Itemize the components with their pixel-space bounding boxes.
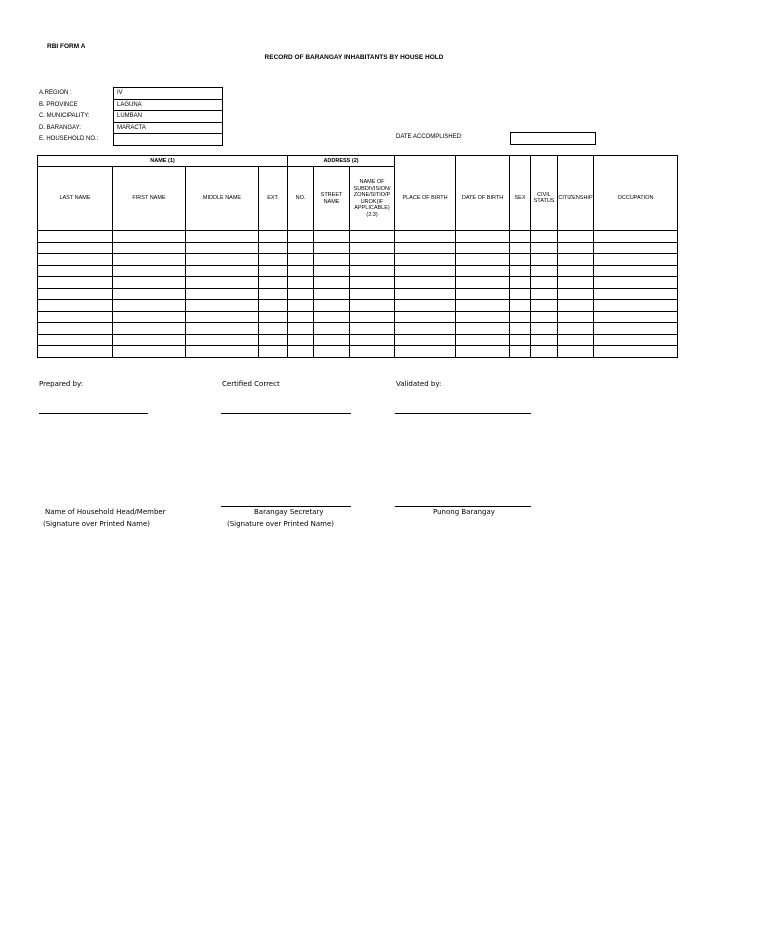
table-cell[interactable] bbox=[395, 323, 456, 335]
table-cell[interactable] bbox=[38, 346, 113, 358]
table-cell[interactable] bbox=[288, 323, 314, 335]
table-cell[interactable] bbox=[594, 288, 678, 300]
table-body bbox=[38, 231, 678, 358]
table-cell[interactable] bbox=[186, 242, 259, 254]
table-cell[interactable] bbox=[259, 231, 288, 243]
region-label: A.REGION : bbox=[39, 90, 72, 96]
table-cell[interactable] bbox=[186, 323, 259, 335]
table-cell[interactable] bbox=[314, 254, 350, 266]
table-cell[interactable] bbox=[186, 288, 259, 300]
table-cell[interactable] bbox=[113, 311, 186, 323]
table-cell[interactable] bbox=[314, 242, 350, 254]
table-cell[interactable] bbox=[186, 346, 259, 358]
table-cell[interactable] bbox=[288, 311, 314, 323]
table-cell[interactable] bbox=[186, 311, 259, 323]
table-row bbox=[38, 254, 678, 266]
table-cell[interactable] bbox=[113, 277, 186, 289]
table-cell[interactable] bbox=[510, 242, 531, 254]
province-field[interactable]: LAGUNA bbox=[114, 100, 222, 112]
table-row bbox=[38, 265, 678, 277]
table-row bbox=[38, 288, 678, 300]
col-citizenship: CITIZENSHIP bbox=[558, 167, 594, 231]
table-cell[interactable] bbox=[38, 300, 113, 312]
certified-signature-line bbox=[221, 413, 351, 414]
secretary-sublabel: (Signature over Printed Name) bbox=[227, 520, 335, 528]
table-cell[interactable] bbox=[350, 242, 395, 254]
table-cell[interactable] bbox=[395, 311, 456, 323]
table-cell[interactable] bbox=[531, 346, 558, 358]
table-cell[interactable] bbox=[288, 265, 314, 277]
table-cell[interactable] bbox=[594, 254, 678, 266]
table-cell[interactable] bbox=[259, 334, 288, 346]
table-cell[interactable] bbox=[558, 231, 594, 243]
province-label: B. PROVINCE bbox=[39, 101, 78, 108]
table-cell[interactable] bbox=[531, 277, 558, 289]
table-cell[interactable] bbox=[350, 346, 395, 358]
table-cell[interactable] bbox=[456, 231, 510, 243]
table-cell[interactable] bbox=[38, 323, 113, 335]
table-cell[interactable] bbox=[531, 288, 558, 300]
table-cell[interactable] bbox=[395, 265, 456, 277]
table-cell[interactable] bbox=[113, 231, 186, 243]
table-cell[interactable] bbox=[456, 346, 510, 358]
col-first-name: FIRST NAME bbox=[113, 167, 186, 231]
table-cell[interactable] bbox=[113, 334, 186, 346]
table-cell[interactable] bbox=[314, 334, 350, 346]
table-row bbox=[38, 277, 678, 289]
table-cell[interactable] bbox=[314, 265, 350, 277]
table-cell[interactable] bbox=[531, 323, 558, 335]
table-cell[interactable] bbox=[395, 231, 456, 243]
table-cell[interactable] bbox=[259, 300, 288, 312]
table-column-header bbox=[38, 167, 678, 231]
table-cell[interactable] bbox=[113, 300, 186, 312]
table-cell[interactable] bbox=[350, 311, 395, 323]
table-cell[interactable] bbox=[558, 265, 594, 277]
table-cell[interactable] bbox=[531, 334, 558, 346]
col-date-of-birth: DATE OF BIRTH bbox=[456, 167, 510, 231]
table-cell[interactable] bbox=[186, 231, 259, 243]
table-cell[interactable] bbox=[594, 300, 678, 312]
table-cell[interactable] bbox=[510, 288, 531, 300]
table-cell[interactable] bbox=[395, 346, 456, 358]
barangay-label: D. BARANGAY: bbox=[39, 124, 81, 131]
table-cell[interactable] bbox=[594, 323, 678, 335]
table-cell[interactable] bbox=[314, 277, 350, 289]
table-cell[interactable] bbox=[314, 346, 350, 358]
table-cell[interactable] bbox=[558, 288, 594, 300]
table-row bbox=[38, 242, 678, 254]
table-row bbox=[38, 334, 678, 346]
table-cell[interactable] bbox=[558, 311, 594, 323]
table-cell[interactable] bbox=[38, 288, 113, 300]
table-cell[interactable] bbox=[350, 288, 395, 300]
table-cell[interactable] bbox=[510, 334, 531, 346]
table-cell[interactable] bbox=[113, 346, 186, 358]
table-cell[interactable] bbox=[186, 334, 259, 346]
col-middle-name: MIDDLE NAME bbox=[186, 167, 259, 231]
field-labels bbox=[39, 88, 98, 146]
table-cell[interactable] bbox=[531, 231, 558, 243]
table-cell[interactable] bbox=[288, 300, 314, 312]
table-cell[interactable] bbox=[259, 277, 288, 289]
col-sex: SEX bbox=[510, 167, 531, 231]
secretary-signature-line bbox=[221, 506, 351, 507]
col-no: NO. bbox=[288, 167, 314, 231]
table-cell[interactable] bbox=[456, 265, 510, 277]
table-cell[interactable] bbox=[186, 254, 259, 266]
table-cell[interactable] bbox=[510, 300, 531, 312]
col-subdivision: NAME OF SUBDIVISION/ ZONE/SITIO/P UROK(IF APPLICABLE) (2.3) bbox=[350, 167, 395, 231]
name-group-header: NAME (1) bbox=[38, 156, 288, 167]
table-cell[interactable] bbox=[113, 242, 186, 254]
table-cell[interactable] bbox=[113, 254, 186, 266]
table-cell[interactable] bbox=[456, 311, 510, 323]
inhabitants-table bbox=[37, 155, 678, 358]
table-cell[interactable] bbox=[558, 277, 594, 289]
table-cell[interactable] bbox=[395, 254, 456, 266]
table-cell[interactable] bbox=[510, 311, 531, 323]
table-row bbox=[38, 323, 678, 335]
table-cell[interactable] bbox=[531, 254, 558, 266]
table-cell[interactable] bbox=[395, 242, 456, 254]
table-cell[interactable] bbox=[594, 242, 678, 254]
address-group-header: ADDRESS (2) bbox=[288, 156, 395, 167]
table-cell[interactable] bbox=[288, 254, 314, 266]
table-cell[interactable] bbox=[38, 254, 113, 266]
form-title: RECORD OF BARANGAY INHABITANTS BY HOUSE HOLD bbox=[264, 54, 444, 61]
household-no-label: E. HOUSEHOLD NO.: bbox=[39, 136, 99, 143]
table-row bbox=[38, 231, 678, 243]
table-cell[interactable] bbox=[288, 334, 314, 346]
table-cell[interactable] bbox=[259, 265, 288, 277]
table-cell[interactable] bbox=[350, 231, 395, 243]
table-cell[interactable] bbox=[38, 231, 113, 243]
table-cell[interactable] bbox=[314, 231, 350, 243]
validated-signature-line bbox=[395, 413, 531, 414]
table-cell[interactable] bbox=[288, 242, 314, 254]
table-cell[interactable] bbox=[594, 277, 678, 289]
table-cell[interactable] bbox=[456, 242, 510, 254]
table-cell[interactable] bbox=[558, 323, 594, 335]
table-cell[interactable] bbox=[113, 288, 186, 300]
table-cell[interactable] bbox=[558, 346, 594, 358]
table-cell[interactable] bbox=[510, 277, 531, 289]
table-cell[interactable] bbox=[350, 265, 395, 277]
table-cell[interactable] bbox=[38, 242, 113, 254]
date-accomplished-field[interactable] bbox=[510, 132, 596, 145]
table-cell[interactable] bbox=[113, 265, 186, 277]
municipality-label: C. MUNICIPALITY: bbox=[39, 113, 90, 120]
table-cell[interactable] bbox=[259, 254, 288, 266]
table-cell[interactable] bbox=[350, 334, 395, 346]
barangay-field[interactable]: MARACTA bbox=[114, 123, 222, 135]
table-row bbox=[38, 300, 678, 312]
region-field[interactable]: IV bbox=[114, 88, 222, 100]
prepared-by-signature-line bbox=[39, 413, 148, 414]
table-cell[interactable] bbox=[456, 277, 510, 289]
punong-label: Punong Barangay bbox=[433, 508, 495, 516]
col-civil-status: CIVIL STATUS bbox=[531, 167, 558, 231]
table-cell[interactable] bbox=[558, 300, 594, 312]
table-cell[interactable] bbox=[558, 254, 594, 266]
table-cell[interactable] bbox=[510, 231, 531, 243]
table-cell[interactable] bbox=[594, 311, 678, 323]
table-cell[interactable] bbox=[259, 346, 288, 358]
table-cell[interactable] bbox=[350, 277, 395, 289]
household-no-field[interactable] bbox=[114, 134, 222, 146]
table-cell[interactable] bbox=[38, 265, 113, 277]
table-cell[interactable] bbox=[113, 323, 186, 335]
table-cell[interactable] bbox=[38, 277, 113, 289]
table-cell[interactable] bbox=[510, 265, 531, 277]
col-street-name: STREET NAME bbox=[314, 167, 350, 231]
table-cell[interactable] bbox=[259, 323, 288, 335]
table-cell[interactable] bbox=[314, 311, 350, 323]
table-cell[interactable] bbox=[314, 288, 350, 300]
col-place-of-birth: PLACE OF BIRTH bbox=[395, 167, 456, 231]
table-cell[interactable] bbox=[288, 277, 314, 289]
table-cell[interactable] bbox=[594, 231, 678, 243]
col-occupation: OCCUPATION bbox=[594, 167, 678, 231]
table-cell[interactable] bbox=[531, 242, 558, 254]
validated-by-label: Validated by: bbox=[396, 380, 442, 388]
col-last-name: LAST NAME bbox=[38, 167, 113, 231]
table-cell[interactable] bbox=[259, 311, 288, 323]
table-cell[interactable] bbox=[456, 254, 510, 266]
field-boxes bbox=[113, 87, 223, 146]
table-cell[interactable] bbox=[38, 334, 113, 346]
table-cell[interactable] bbox=[288, 231, 314, 243]
table-cell[interactable] bbox=[558, 242, 594, 254]
table-cell[interactable] bbox=[259, 242, 288, 254]
table-row bbox=[38, 311, 678, 323]
table-cell[interactable] bbox=[531, 311, 558, 323]
table-group-header bbox=[38, 156, 678, 167]
table-cell[interactable] bbox=[395, 300, 456, 312]
table-cell[interactable] bbox=[288, 346, 314, 358]
table-cell[interactable] bbox=[558, 334, 594, 346]
table-cell[interactable] bbox=[186, 277, 259, 289]
table-cell[interactable] bbox=[186, 300, 259, 312]
table-cell[interactable] bbox=[456, 300, 510, 312]
table-cell[interactable] bbox=[186, 265, 259, 277]
table-cell[interactable] bbox=[350, 254, 395, 266]
table-cell[interactable] bbox=[288, 288, 314, 300]
table-cell[interactable] bbox=[456, 288, 510, 300]
table-cell[interactable] bbox=[594, 265, 678, 277]
table-cell[interactable] bbox=[395, 288, 456, 300]
table-cell[interactable] bbox=[38, 311, 113, 323]
prepared-by-label: Prepared by: bbox=[39, 380, 83, 388]
punong-signature-line bbox=[395, 506, 531, 507]
table-cell[interactable] bbox=[395, 277, 456, 289]
form-code: RBI FORM A bbox=[47, 43, 86, 50]
table-cell[interactable] bbox=[395, 334, 456, 346]
table-cell[interactable] bbox=[510, 346, 531, 358]
col-ext: EXT. bbox=[259, 167, 288, 231]
table-cell[interactable] bbox=[314, 323, 350, 335]
table-cell[interactable] bbox=[259, 288, 288, 300]
table-cell[interactable] bbox=[314, 300, 350, 312]
date-accomplished-label: DATE ACCOMPLISHED: bbox=[396, 134, 463, 140]
municipality-field[interactable]: LUMBAN bbox=[114, 111, 222, 123]
table-cell[interactable] bbox=[531, 265, 558, 277]
table-cell[interactable] bbox=[510, 254, 531, 266]
table-cell[interactable] bbox=[456, 334, 510, 346]
table-cell[interactable] bbox=[456, 323, 510, 335]
table-row bbox=[38, 346, 678, 358]
table-cell[interactable] bbox=[350, 300, 395, 312]
table-cell[interactable] bbox=[594, 346, 678, 358]
certified-correct-label: Certified Correct bbox=[222, 380, 280, 388]
table-cell[interactable] bbox=[531, 300, 558, 312]
table-cell[interactable] bbox=[510, 323, 531, 335]
household-head-sublabel: (Signature over Printed Name) bbox=[43, 520, 151, 528]
table-cell[interactable] bbox=[594, 334, 678, 346]
secretary-label: Barangay Secretary bbox=[254, 508, 324, 516]
household-head-label: Name of Household Head/Member bbox=[45, 508, 166, 516]
table-cell[interactable] bbox=[350, 323, 395, 335]
